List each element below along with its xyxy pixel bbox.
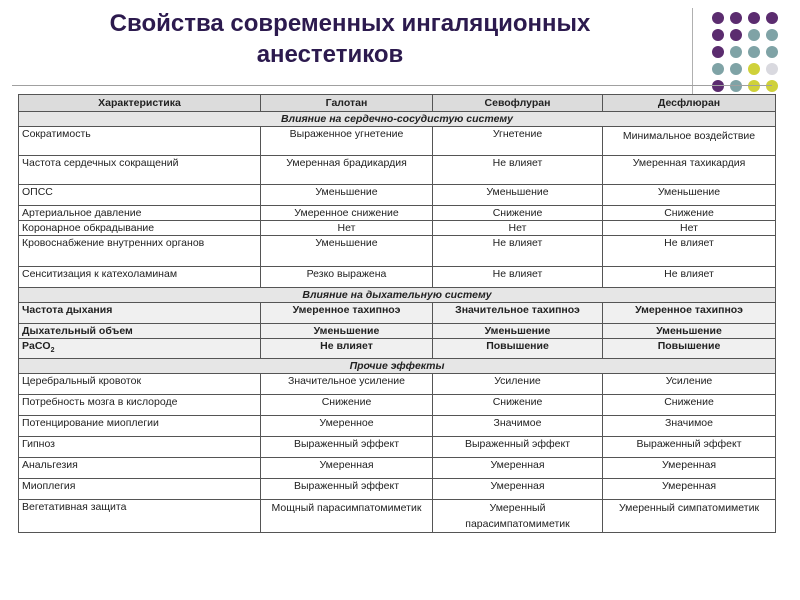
properties-table (18, 94, 776, 533)
cell-sevoflurane: Умеренная (433, 479, 603, 500)
decor-dot (748, 80, 760, 92)
decor-dot (766, 12, 778, 24)
row-name: Миоплегия (19, 479, 261, 500)
table-row (19, 416, 776, 437)
decor-dot (748, 46, 760, 58)
cell-halothane: Умеренное (261, 416, 433, 437)
cell-desflurane: Усиление (603, 374, 776, 395)
row-name: Потребность мозга в кислороде (19, 395, 261, 416)
decor-dot (730, 29, 742, 41)
cell-halothane: Снижение (261, 395, 433, 416)
decor-dot (730, 63, 742, 75)
row-name: Коронарное обкрадывание (19, 221, 261, 236)
header-desflurane: Десфлюран (603, 95, 776, 112)
cell-desflurane: Уменьшение (603, 324, 776, 339)
cell-desflurane: Выраженный эффект (603, 437, 776, 458)
cell-halothane: Уменьшение (261, 185, 433, 206)
row-name: Дыхательный объем (19, 324, 261, 339)
cell-halothane: Умеренное снижение (261, 206, 433, 221)
section-title: Прочие эффекты (19, 359, 776, 374)
table-row (19, 267, 776, 288)
cell-halothane: Выраженное угнетение (261, 127, 433, 156)
table-row (19, 236, 776, 267)
decor-dot (766, 46, 778, 58)
cell-halothane: Мощный парасимпатомиметик (261, 500, 433, 533)
decor-dot (712, 63, 724, 75)
cell-halothane: Не влияет (261, 339, 433, 359)
cell-sevoflurane: Снижение (433, 206, 603, 221)
cell-desflurane: Снижение (603, 395, 776, 416)
table-row (19, 339, 776, 359)
decor-dot (730, 46, 742, 58)
decor-dot (730, 80, 742, 92)
title-line-2: анестетиков (256, 41, 404, 68)
cell-desflurane: Умеренная (603, 479, 776, 500)
cell-halothane: Уменьшение (261, 236, 433, 267)
paco2-label: PaCO (22, 340, 51, 352)
decor-dot (748, 29, 760, 41)
cell-sevoflurane: Угнетение (433, 127, 603, 156)
decor-dot (766, 63, 778, 75)
cell-desflurane: Не влияет (603, 236, 776, 267)
table-row (19, 221, 776, 236)
cell-sevoflurane: Выраженный эффект (433, 437, 603, 458)
table-row (19, 479, 776, 500)
cell-desflurane: Значимое (603, 416, 776, 437)
decor-dot (748, 63, 760, 75)
cell-desflurane: Не влияет (603, 267, 776, 288)
table-row (19, 324, 776, 339)
header-characteristic: Характеристика (19, 95, 261, 112)
decor-dot (730, 12, 742, 24)
table-row (19, 374, 776, 395)
cell-sevoflurane: Не влияет (433, 267, 603, 288)
row-name: Гипноз (19, 437, 261, 458)
section-title: Влияние на сердечно-сосудистую систему (19, 112, 776, 127)
title-line-1: Свойства современных ингаляционных (109, 10, 591, 37)
cell-sevoflurane: Значительное тахипноэ (433, 303, 603, 324)
table-row (19, 156, 776, 185)
cell-sevoflurane: Нет (433, 221, 603, 236)
cell-sevoflurane: Повышение (433, 339, 603, 359)
cell-halothane: Нет (261, 221, 433, 236)
table-row (19, 458, 776, 479)
slide-title (20, 8, 680, 70)
row-name: Церебральный кровоток (19, 374, 261, 395)
decor-dot (748, 12, 760, 24)
cell-desflurane: Снижение (603, 206, 776, 221)
section-row-cardio (19, 112, 776, 127)
row-name: Сенситизация к катехоламинам (19, 267, 261, 288)
table-row (19, 395, 776, 416)
section-row-other (19, 359, 776, 374)
cell-sevoflurane: Уменьшение (433, 185, 603, 206)
table-row (19, 206, 776, 221)
cell-halothane: Выраженный эффект (261, 437, 433, 458)
cell-sevoflurane: Снижение (433, 395, 603, 416)
cell-desflurane: Минимальное воздействие (603, 127, 776, 156)
row-name: Вегетативная защита (19, 500, 261, 533)
row-name: Частота дыхания (19, 303, 261, 324)
row-name: Частота сердечных сокращений (19, 156, 261, 185)
cell-desflurane: Умеренное тахипноэ (603, 303, 776, 324)
table-row (19, 500, 776, 533)
row-name: Потенцирование миоплегии (19, 416, 261, 437)
row-name: ОПСС (19, 185, 261, 206)
row-name (19, 339, 261, 359)
row-name: Кровоснабжение внутренних органов (19, 236, 261, 267)
cell-halothane: Значительное усиление (261, 374, 433, 395)
cell-halothane: Умеренная (261, 458, 433, 479)
title-underline (12, 85, 772, 86)
cell-sevoflurane: Умеренный парасимпатомиметик (433, 500, 603, 533)
cell-sevoflurane: Не влияет (433, 236, 603, 267)
decor-dot (766, 29, 778, 41)
cell-sevoflurane: Уменьшение (433, 324, 603, 339)
header-sevoflurane: Севофлуран (433, 95, 603, 112)
section-row-resp (19, 288, 776, 303)
cell-halothane: Выраженный эффект (261, 479, 433, 500)
cell-desflurane: Умеренная (603, 458, 776, 479)
decor-dot (712, 12, 724, 24)
decor-dot (712, 80, 724, 92)
decor-dot (712, 46, 724, 58)
decor-divider (692, 8, 693, 100)
cell-desflurane: Повышение (603, 339, 776, 359)
row-name: Сократимость (19, 127, 261, 156)
cell-halothane: Умеренное тахипноэ (261, 303, 433, 324)
cell-sevoflurane: Усиление (433, 374, 603, 395)
cell-desflurane: Умеренный симпатомиметик (603, 500, 776, 533)
cell-sevoflurane: Умеренная (433, 458, 603, 479)
row-name: Артериальное давление (19, 206, 261, 221)
decor-dot (712, 29, 724, 41)
paco2-subscript: 2 (50, 347, 55, 355)
section-title: Влияние на дыхательную систему (19, 288, 776, 303)
table-header-row (19, 95, 776, 112)
table-row (19, 127, 776, 156)
header-halothane: Галотан (261, 95, 433, 112)
cell-desflurane: Умеренная тахикардия (603, 156, 776, 185)
table-row (19, 437, 776, 458)
cell-halothane: Умеренная брадикардия (261, 156, 433, 185)
table-row (19, 185, 776, 206)
cell-desflurane: Нет (603, 221, 776, 236)
decor-dot (766, 80, 778, 92)
cell-sevoflurane: Значимое (433, 416, 603, 437)
cell-halothane: Уменьшение (261, 324, 433, 339)
cell-sevoflurane: Не влияет (433, 156, 603, 185)
table-row (19, 303, 776, 324)
cell-desflurane: Уменьшение (603, 185, 776, 206)
row-name: Анальгезия (19, 458, 261, 479)
cell-halothane: Резко выражена (261, 267, 433, 288)
